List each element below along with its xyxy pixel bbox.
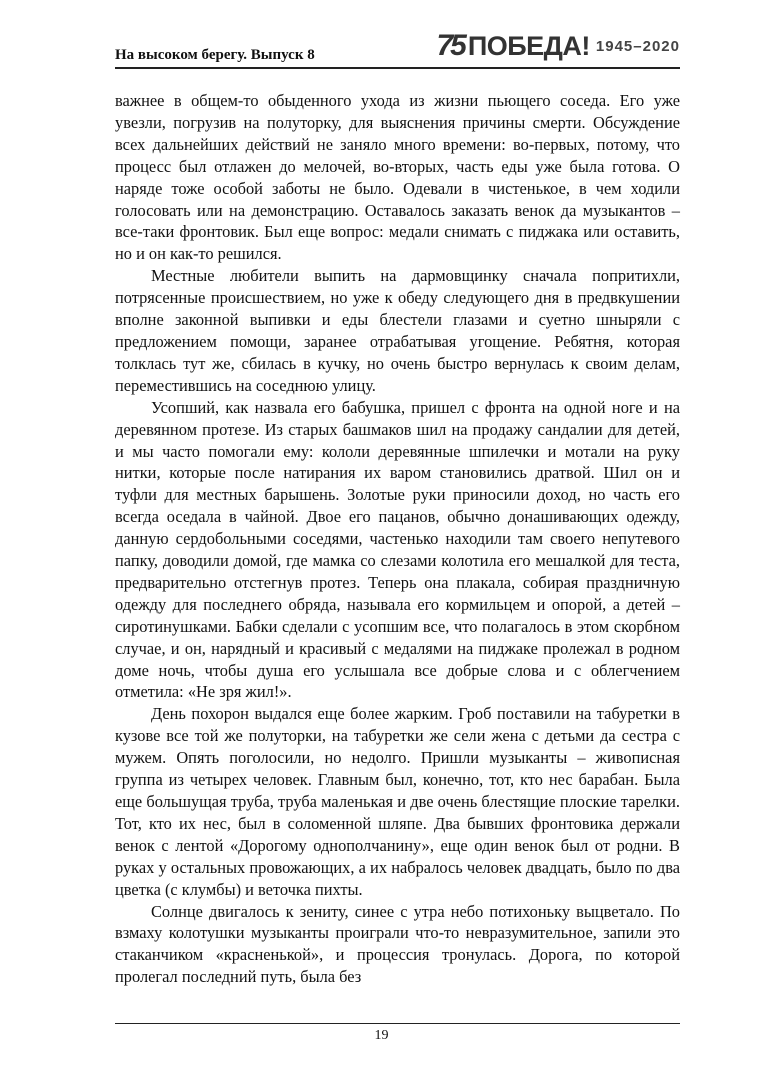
footer-divider xyxy=(115,1023,680,1024)
body-text xyxy=(115,90,680,988)
paragraph: Солнце двигалось к зениту, синее с утра небо потихоньку выцветало. По взмаху колотушки музыканты проиграли что-то невразумительное, запили это стаканчиком «красненькой», и процессия тронулась. Дорога, по которой пролегал последний путь, была без xyxy=(115,901,680,987)
logo-word: ПОБЕДА! xyxy=(467,30,590,61)
logo-number: 75 xyxy=(436,29,464,62)
pobeda-logo xyxy=(436,28,680,64)
paragraph: Усопший, как назвала его бабушка, пришел с фронта на одной ноге и на деревянном протезе. Из старых башмаков шил на продажу сандалии для детей, и мы часто помогали ему: кололи деревянные шпилечки и мотали на руку нитки, которые после натирания их варом становились дратвой. Шил он и туфли для местных барышень. Золотые руки приносили доход, но часть его всегда оседала в чайной. Двое его пацанов, обычно донашивающих одежду, данную сердобольными соседями, частенько находили там своего непутевого папку, доводили домой, где мамка со слезами колотила его мешалкой для теста, предварительно отстегнув протез. Теперь она плакала, собирая праздничную одежду для последнего обряда, называла его кормильцем и опорой, а детей – сиротинушками. Бабки сделали с усопшим все, что полагалось в этом скорбном случае, и он, нарядный и красивый с медалями на пиджаке пролежал в родном доме ночь, чтобы душа его услышала все добрые слова и с облегчением отметила: «Не зря жил!». xyxy=(115,397,680,702)
page-header xyxy=(115,28,680,68)
logo-years: 1945–2020 xyxy=(595,37,680,55)
header-title: На высоком берегу. Выпуск 8 xyxy=(115,47,315,63)
paragraph: Местные любители выпить на дармовщинку сначала попритихли, потрясенные происшествием, но уже к обеду следующего дня в предвкушении вполне законной выпивки и еды блестели глазами и суетно шныряли с предложением помощи, заранее отрабатывая угощение. Ребятня, которая толклась тут же, сбилась в кучку, но очень быстро вернулась к своим делам, переместившись на соседнюю улицу. xyxy=(115,266,680,395)
header-divider xyxy=(115,67,680,69)
paragraph: важнее в общем-то обыденного ухода из жизни пьющего соседа. Его уже увезли, погрузив на полуторку, для выяснения причины смерти. Обсуждение всех дальнейших действий не заняло много времени: во-первых, потому, что процесс был отлажен до мелочей, во-вторых, часть еды уже была готова. О наряде тоже особой заботы не было. Одевали в чистенькое, в чем ходили голосовать или на демонстрацию. Оставалось заказать венок да музыкантов – все-таки фронтовик. Был еще вопрос: медали снимать с пиджака или оставить, но и он как-то решился. xyxy=(115,91,680,264)
paragraph: День похорон выдался еще более жарким. Гроб поставили на табуретки в кузове все той же полуторки, на табуретки же сели жена с детьми да сестра с мужем. Опять поголосили, но недолго. Пришли музыканты – живописная группа из четырех человек. Главным был, конечно, тот, кто нес барабан. Была еще большущая труба, труба маленькая и две очень блестящие плоские тарелки. Тот, кто их нес, был в соломенной шляпе. Два бывших фронтовика держали венок с лентой «Дорогому однополчанину», еще один венок был от родни. В руках у остальных провожающих, а их набралось человек двадцать, было по два цветка (с клумбы) и веточка пихты. xyxy=(115,704,680,899)
page-number: 19 xyxy=(374,1028,389,1043)
